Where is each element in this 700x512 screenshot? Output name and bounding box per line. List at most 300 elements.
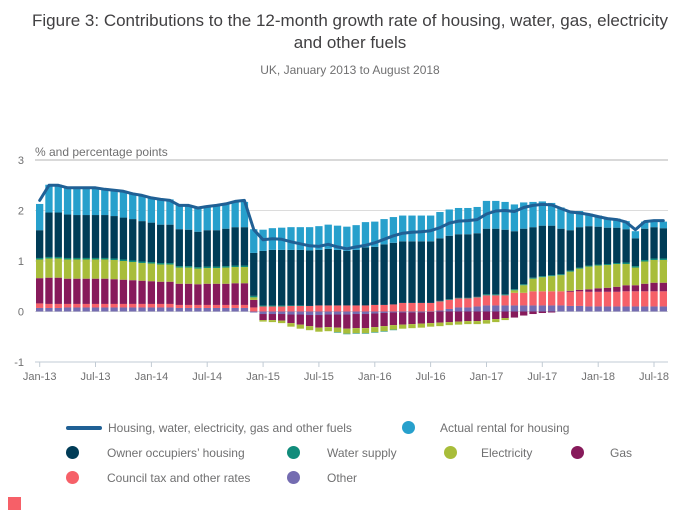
bar-owner_occupiers_housing[interactable] [231,227,238,265]
bar-other[interactable] [455,307,462,311]
bar-electricity[interactable] [390,325,397,330]
bar-electricity[interactable] [604,265,611,288]
bar-owner_occupiers_housing[interactable] [73,215,80,258]
bar-owner_occupiers_housing[interactable] [474,233,481,297]
bar-other[interactable] [250,312,257,313]
bar-council_tax[interactable] [64,304,71,308]
bar-electricity[interactable] [194,269,201,285]
bar-other[interactable] [343,312,350,315]
bar-other[interactable] [306,312,313,316]
bar-council_tax[interactable] [315,305,322,311]
bar-other[interactable] [660,306,667,311]
bar-owner_occupiers_housing[interactable] [483,229,490,295]
bar-other[interactable] [436,310,443,311]
bar-gas[interactable] [632,285,639,291]
bar-owner_occupiers_housing[interactable] [390,243,397,305]
bar-other[interactable] [371,312,378,314]
bar-other[interactable] [613,306,620,311]
bar-owner_occupiers_housing[interactable] [101,215,108,258]
bar-council_tax[interactable] [148,304,155,308]
bar-council_tax[interactable] [194,305,201,308]
bar-other[interactable] [548,305,555,311]
bar-other[interactable] [390,312,397,313]
bar-actual_rentals[interactable] [73,188,80,215]
bar-owner_occupiers_housing[interactable] [371,247,378,305]
bar-gas[interactable] [585,289,592,292]
bar-gas[interactable] [297,315,304,325]
bar-council_tax[interactable] [55,304,62,308]
bar-water_supply[interactable] [585,266,592,267]
bar-gas[interactable] [36,278,43,303]
bar-gas[interactable] [455,312,462,322]
bar-owner_occupiers_housing[interactable] [427,241,434,303]
bar-other[interactable] [55,308,62,312]
bar-gas[interactable] [110,279,117,304]
bar-gas[interactable] [650,283,657,292]
legend-label-gas[interactable]: Gas [610,446,633,460]
bar-owner_occupiers_housing[interactable] [632,238,639,266]
bar-gas[interactable] [315,315,322,328]
bar-council_tax[interactable] [83,304,90,308]
bar-other[interactable] [148,307,155,311]
bar-water_supply[interactable] [474,297,481,298]
bar-council_tax[interactable] [92,304,99,308]
bar-actual_rentals[interactable] [511,204,518,231]
bar-council_tax[interactable] [129,304,136,308]
bar-electricity[interactable] [446,322,453,325]
bar-gas[interactable] [576,290,583,292]
bar-owner_occupiers_housing[interactable] [148,223,155,262]
bar-electricity[interactable] [334,328,341,333]
bar-electricity[interactable] [595,266,602,289]
bar-actual_rentals[interactable] [204,205,211,230]
bar-electricity[interactable] [660,260,667,283]
bar-water_supply[interactable] [213,267,220,269]
bar-gas[interactable] [539,312,546,314]
bar-other[interactable] [353,312,360,315]
bar-owner_occupiers_housing[interactable] [110,216,117,258]
legend-marker-total[interactable] [66,426,102,430]
bar-owner_occupiers_housing[interactable] [660,228,667,258]
bar-gas[interactable] [380,313,387,326]
bar-gas[interactable] [129,280,136,304]
bar-other[interactable] [73,307,80,311]
bar-owner_occupiers_housing[interactable] [353,250,360,306]
bar-other[interactable] [483,305,490,311]
bar-water_supply[interactable] [660,258,667,260]
bar-water_supply[interactable] [185,266,192,268]
bar-actual_rentals[interactable] [231,202,238,227]
bar-gas[interactable] [55,278,62,304]
bar-other[interactable] [92,307,99,311]
bar-electricity[interactable] [306,326,313,330]
bar-gas[interactable] [120,280,127,304]
bar-water_supply[interactable] [529,278,536,279]
bar-owner_occupiers_housing[interactable] [343,251,350,306]
bar-council_tax[interactable] [101,304,108,308]
bar-gas[interactable] [83,279,90,304]
bar-electricity[interactable] [548,276,555,291]
bar-council_tax[interactable] [380,305,387,312]
bar-water_supply[interactable] [520,284,527,285]
legend-marker-other[interactable] [287,471,300,484]
bar-gas[interactable] [622,285,629,291]
bar-owner_occupiers_housing[interactable] [166,225,173,263]
bar-actual_rentals[interactable] [194,207,201,231]
bar-electricity[interactable] [269,320,276,322]
bar-owner_occupiers_housing[interactable] [213,230,220,266]
bar-water_supply[interactable] [101,258,108,260]
bar-water_supply[interactable] [204,267,211,269]
bar-water_supply[interactable] [548,275,555,276]
bar-actual_rentals[interactable] [501,202,508,230]
bar-water_supply[interactable] [259,305,266,306]
legend-label-actual_rentals[interactable]: Actual rental for housing [440,421,570,435]
bar-other[interactable] [269,312,276,315]
bar-council_tax[interactable] [371,305,378,312]
bar-other[interactable] [204,308,211,312]
bar-water_supply[interactable] [567,271,574,272]
bar-gas[interactable] [166,282,173,304]
bar-council_tax[interactable] [483,295,490,305]
bar-owner_occupiers_housing[interactable] [548,226,555,275]
bar-gas[interactable] [213,284,220,305]
bar-other[interactable] [446,309,453,312]
bar-council_tax[interactable] [604,292,611,307]
bar-water_supply[interactable] [278,305,285,306]
bar-water_supply[interactable] [176,266,183,268]
bar-other[interactable] [380,312,387,314]
bar-electricity[interactable] [567,272,574,291]
bar-owner_occupiers_housing[interactable] [334,250,341,306]
bar-other[interactable] [464,307,471,311]
bar-other[interactable] [632,306,639,311]
bar-water_supply[interactable] [241,266,248,268]
bar-actual_rentals[interactable] [157,199,164,224]
bar-water_supply[interactable] [83,258,90,260]
bar-electricity[interactable] [315,328,322,332]
bar-other[interactable] [297,312,304,315]
bar-council_tax[interactable] [650,291,657,306]
bar-gas[interactable] [604,288,611,292]
bar-water_supply[interactable] [483,294,490,295]
bar-water_supply[interactable] [436,301,443,302]
bar-electricity[interactable] [418,324,425,328]
bar-water_supply[interactable] [110,258,117,260]
legend-label-electricity[interactable]: Electricity [481,446,533,460]
bar-other[interactable] [36,308,43,312]
bar-electricity[interactable] [408,324,415,328]
bar-electricity[interactable] [501,318,508,320]
bar-water_supply[interactable] [390,330,397,331]
bar-electricity[interactable] [539,277,546,291]
bar-electricity[interactable] [204,268,211,284]
bar-other[interactable] [529,305,536,311]
legend-marker-owner_occupiers_housing[interactable] [66,446,79,459]
bar-actual_rentals[interactable] [660,222,667,229]
bar-owner_occupiers_housing[interactable] [529,227,536,277]
bar-council_tax[interactable] [427,303,434,312]
bar-water_supply[interactable] [641,260,648,262]
bar-council_tax[interactable] [250,307,257,311]
bar-gas[interactable] [222,284,229,305]
bar-council_tax[interactable] [464,298,471,307]
bar-electricity[interactable] [380,326,387,331]
bar-gas[interactable] [390,313,397,326]
legend-label-total[interactable]: Housing, water, electricity, gas and other fuels [108,421,352,435]
bar-owner_occupiers_housing[interactable] [613,228,620,263]
bar-owner_occupiers_housing[interactable] [185,230,192,266]
bar-gas[interactable] [45,278,52,304]
bar-actual_rentals[interactable] [213,205,220,230]
bar-owner_occupiers_housing[interactable] [501,230,508,295]
bar-gas[interactable] [334,315,341,328]
bar-water_supply[interactable] [36,258,43,260]
bar-water_supply[interactable] [231,266,238,268]
bar-owner_occupiers_housing[interactable] [446,236,453,300]
bar-electricity[interactable] [455,322,462,325]
bar-council_tax[interactable] [660,291,667,306]
bar-water_supply[interactable] [64,258,71,260]
bar-council_tax[interactable] [287,306,294,312]
bar-owner_occupiers_housing[interactable] [511,231,518,289]
bar-owner_occupiers_housing[interactable] [641,229,648,260]
bar-council_tax[interactable] [576,291,583,306]
bar-owner_occupiers_housing[interactable] [539,226,546,277]
bar-owner_occupiers_housing[interactable] [362,247,369,305]
bar-gas[interactable] [418,313,425,324]
bar-gas[interactable] [501,312,508,319]
bar-council_tax[interactable] [408,303,415,312]
bar-other[interactable] [585,306,592,311]
bar-actual_rentals[interactable] [492,201,499,229]
bar-owner_occupiers_housing[interactable] [287,250,294,306]
bar-gas[interactable] [325,315,332,328]
legend-label-council_tax[interactable]: Council tax and other rates [107,471,251,485]
bar-owner_occupiers_housing[interactable] [557,229,564,274]
bar-owner_occupiers_housing[interactable] [138,221,145,261]
bar-other[interactable] [557,305,564,311]
bar-owner_occupiers_housing[interactable] [408,241,415,303]
bar-actual_rentals[interactable] [120,191,127,217]
bar-electricity[interactable] [343,329,350,334]
bar-electricity[interactable] [632,268,639,286]
bar-council_tax[interactable] [259,306,266,311]
bar-other[interactable] [418,312,425,313]
bar-owner_occupiers_housing[interactable] [464,234,471,298]
bar-other[interactable] [567,306,574,312]
bar-council_tax[interactable] [548,291,555,305]
bar-water_supply[interactable] [380,331,387,332]
bar-electricity[interactable] [297,325,304,329]
bar-other[interactable] [241,308,248,312]
bar-gas[interactable] [362,314,369,328]
bar-owner_occupiers_housing[interactable] [576,227,583,267]
bar-other[interactable] [222,308,229,312]
bar-council_tax[interactable] [241,305,248,308]
bar-water_supply[interactable] [595,265,602,266]
bar-water_supply[interactable] [371,332,378,333]
bar-council_tax[interactable] [36,303,43,308]
bar-water_supply[interactable] [120,259,127,261]
legend-label-other[interactable]: Other [327,471,358,485]
bar-water_supply[interactable] [297,305,304,306]
bar-owner_occupiers_housing[interactable] [83,215,90,258]
bar-council_tax[interactable] [297,306,304,312]
bar-water_supply[interactable] [287,305,294,306]
bar-water_supply[interactable] [55,257,62,259]
bar-council_tax[interactable] [511,293,518,306]
bar-actual_rentals[interactable] [222,203,229,228]
bar-other[interactable] [194,308,201,312]
bar-gas[interactable] [269,314,276,320]
bar-council_tax[interactable] [455,298,462,307]
legend-marker-gas[interactable] [571,446,584,459]
bar-electricity[interactable] [641,262,648,284]
bar-other[interactable] [129,307,136,311]
bar-council_tax[interactable] [204,305,211,308]
bar-owner_occupiers_housing[interactable] [436,238,443,301]
bar-gas[interactable] [436,312,443,323]
bar-owner_occupiers_housing[interactable] [55,213,62,257]
bar-owner_occupiers_housing[interactable] [455,234,462,298]
bar-other[interactable] [362,312,369,315]
bar-gas[interactable] [278,314,285,321]
bar-gas[interactable] [204,284,211,305]
bar-actual_rentals[interactable] [138,195,145,221]
bar-other[interactable] [334,312,341,315]
bar-electricity[interactable] [157,265,164,282]
bar-electricity[interactable] [613,264,620,287]
bar-actual_rentals[interactable] [418,216,425,242]
bar-other[interactable] [641,306,648,311]
bar-electricity[interactable] [650,260,657,283]
bar-electricity[interactable] [483,320,490,324]
bar-electricity[interactable] [36,259,43,278]
bar-council_tax[interactable] [334,305,341,311]
bar-electricity[interactable] [371,327,378,332]
bar-other[interactable] [176,308,183,312]
bar-gas[interactable] [529,312,536,315]
bar-electricity[interactable] [176,268,183,284]
bar-electricity[interactable] [585,267,592,290]
bar-council_tax[interactable] [353,305,360,311]
bar-gas[interactable] [185,284,192,305]
bar-actual_rentals[interactable] [287,227,294,250]
bar-owner_occupiers_housing[interactable] [650,227,657,258]
bar-actual_rentals[interactable] [408,216,415,242]
bar-gas[interactable] [548,312,555,313]
bar-electricity[interactable] [110,260,117,279]
bar-other[interactable] [399,312,406,313]
bar-owner_occupiers_housing[interactable] [315,250,322,306]
bar-water_supply[interactable] [129,261,136,263]
bar-owner_occupiers_housing[interactable] [222,229,229,266]
bar-actual_rentals[interactable] [92,188,99,215]
bar-council_tax[interactable] [520,293,527,306]
bar-water_supply[interactable] [334,332,341,333]
bar-council_tax[interactable] [585,292,592,307]
bar-council_tax[interactable] [213,305,220,308]
bar-other[interactable] [315,312,322,316]
bar-other[interactable] [492,305,499,311]
bar-other[interactable] [539,305,546,311]
bar-council_tax[interactable] [278,306,285,311]
bar-council_tax[interactable] [166,304,173,308]
bar-owner_occupiers_housing[interactable] [259,251,266,306]
bar-electricity[interactable] [241,267,248,283]
bar-gas[interactable] [408,313,415,325]
bar-other[interactable] [101,307,108,311]
bar-council_tax[interactable] [73,304,80,308]
bar-gas[interactable] [259,314,266,320]
bar-other[interactable] [325,312,332,315]
bar-electricity[interactable] [474,321,481,324]
bar-other[interactable] [287,312,294,315]
bar-water_supply[interactable] [222,266,229,268]
bar-owner_occupiers_housing[interactable] [250,253,257,296]
bar-gas[interactable] [148,281,155,304]
bar-owner_occupiers_housing[interactable] [567,230,574,270]
bar-water_supply[interactable] [92,258,99,260]
bar-gas[interactable] [231,283,238,305]
bar-owner_occupiers_housing[interactable] [399,241,406,303]
bar-council_tax[interactable] [529,291,536,305]
bar-water_supply[interactable] [446,299,453,300]
bar-electricity[interactable] [64,259,71,278]
bar-council_tax[interactable] [446,300,453,309]
bar-other[interactable] [604,306,611,311]
bar-other[interactable] [278,312,285,315]
bar-council_tax[interactable] [595,292,602,307]
bar-electricity[interactable] [399,325,406,329]
bar-other[interactable] [520,305,527,311]
bar-electricity[interactable] [464,321,471,324]
bar-other[interactable] [474,306,481,311]
bar-other[interactable] [213,308,220,312]
bar-water_supply[interactable] [501,294,508,295]
bar-owner_occupiers_housing[interactable] [604,228,611,264]
bar-owner_occupiers_housing[interactable] [64,215,71,258]
bar-water_supply[interactable] [632,266,639,268]
bar-council_tax[interactable] [325,305,332,311]
bar-electricity[interactable] [92,259,99,278]
bar-owner_occupiers_housing[interactable] [176,229,183,266]
bar-water_supply[interactable] [492,294,499,295]
bar-actual_rentals[interactable] [567,211,574,230]
bar-actual_rentals[interactable] [399,216,406,242]
bar-electricity[interactable] [55,258,62,277]
bar-water_supply[interactable] [353,333,360,334]
bar-electricity[interactable] [231,267,238,283]
bar-gas[interactable] [138,281,145,304]
bar-owner_occupiers_housing[interactable] [45,213,52,257]
bar-council_tax[interactable] [185,305,192,308]
bar-actual_rentals[interactable] [83,188,90,215]
bar-council_tax[interactable] [231,305,238,308]
bar-gas[interactable] [101,279,108,304]
bar-water_supply[interactable] [464,298,471,299]
bar-other[interactable] [166,307,173,311]
bar-council_tax[interactable] [399,303,406,312]
bar-owner_occupiers_housing[interactable] [204,230,211,266]
bar-other[interactable] [110,307,117,311]
bar-other[interactable] [259,312,266,315]
bar-council_tax[interactable] [474,297,481,306]
bar-council_tax[interactable] [45,304,52,308]
bar-water_supply[interactable] [269,305,276,306]
bar-owner_occupiers_housing[interactable] [92,215,99,258]
